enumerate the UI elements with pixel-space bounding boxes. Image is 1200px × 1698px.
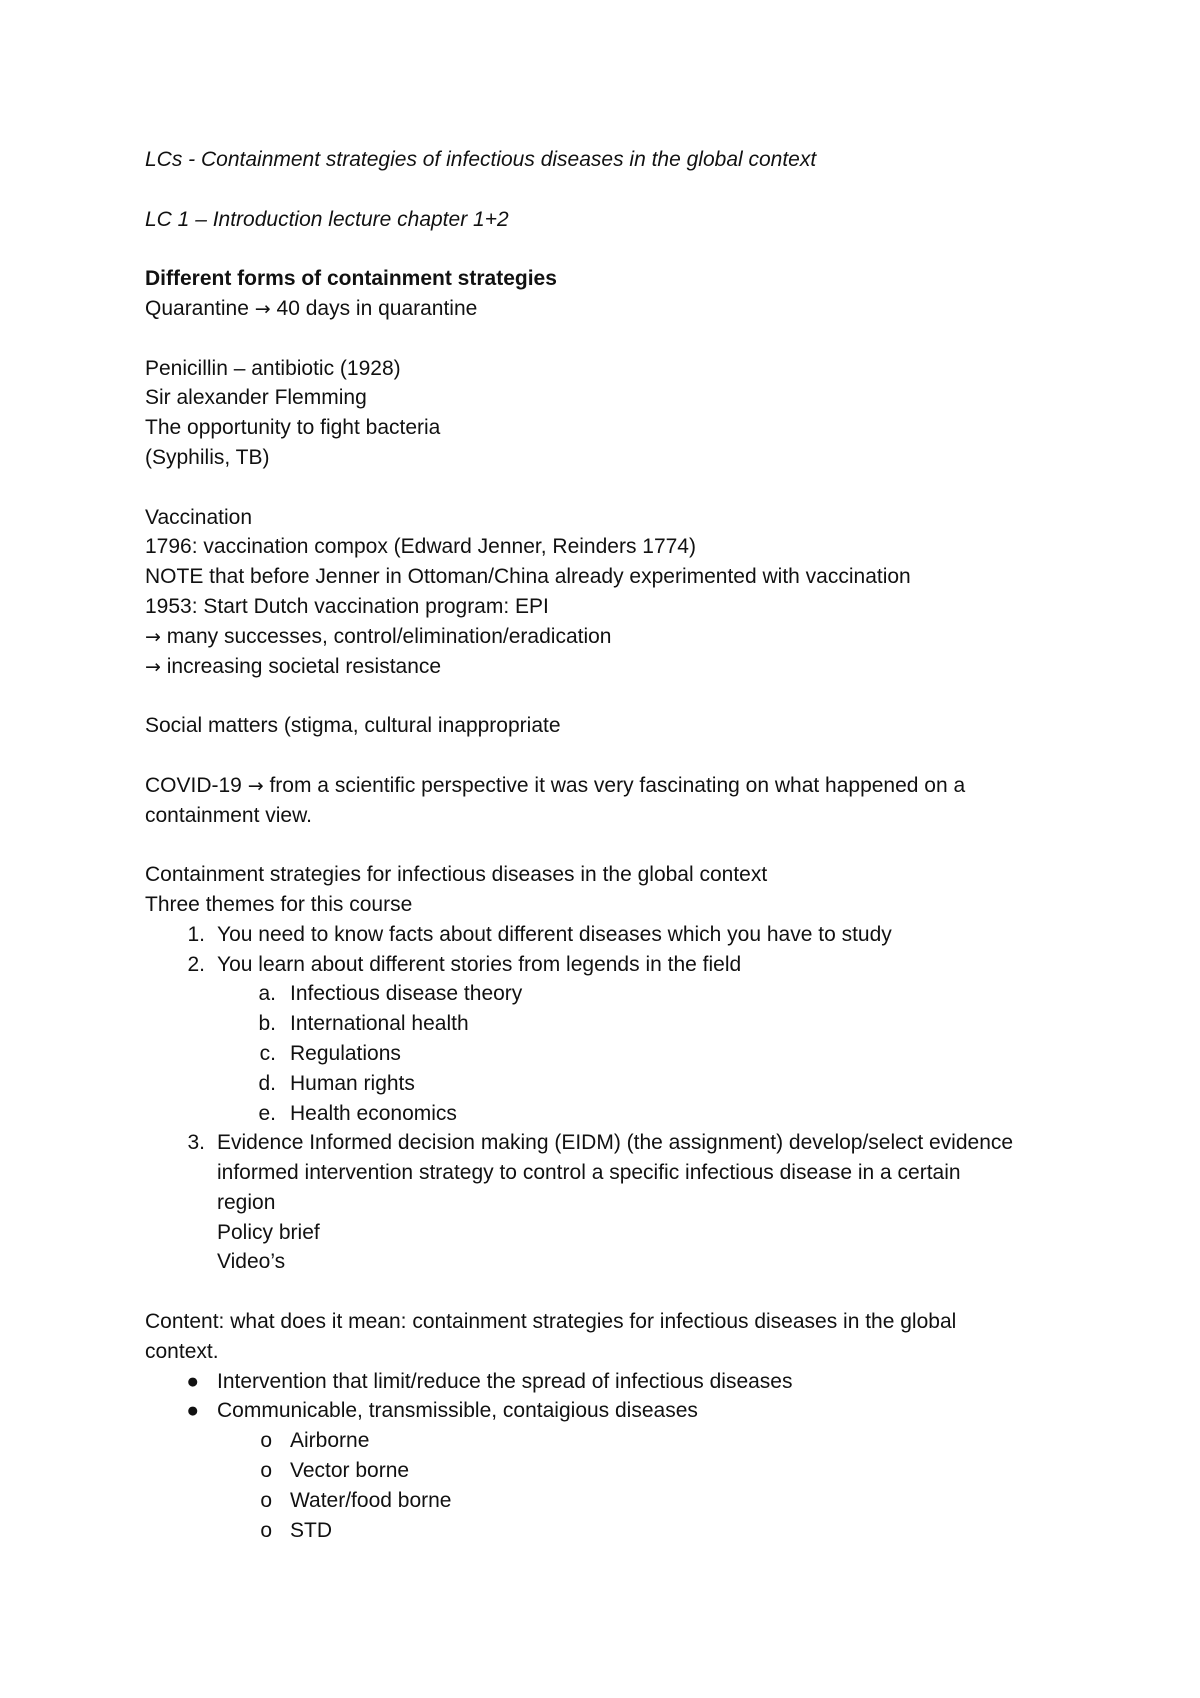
penicillin-line: Sir alexander Flemming: [145, 386, 367, 410]
vaccination-line: 1953: Start Dutch vaccination program: EPI: [145, 594, 549, 618]
sub-bullet-marker: o: [260, 1459, 272, 1483]
vaccination-heading: Vaccination: [145, 505, 253, 529]
lecture-title: LC 1 – Introduction lecture chapter 1+2: [145, 207, 509, 231]
content-line: context.: [145, 1339, 219, 1363]
section-heading: Different forms of containment strategies: [145, 267, 557, 291]
vaccination-line: → many successes, control/elimination/eradication: [145, 624, 612, 648]
lettered-item: a. Infectious disease theory: [258, 982, 523, 1006]
sub-bullet-marker: o: [260, 1488, 272, 1512]
numbered-item-continuation: Video’s: [217, 1250, 286, 1274]
numbered-item: 1. You need to know facts about different diseases which you have to study: [187, 922, 892, 946]
vaccination-line: 1796: vaccination compox (Edward Jenner, Reinders 1774): [145, 535, 696, 559]
sub-bullet-item: o Water/food borne: [145, 1486, 1085, 1516]
bullet-item: ● Intervention that limit/reduce the spread of infectious diseases: [145, 1367, 1085, 1397]
numbered-item-continuation: informed intervention strategy to control a specific infectious disease in a certain: [217, 1161, 961, 1185]
lettered-item: c. Regulations: [259, 1041, 401, 1065]
penicillin-line: (Syphilis, TB): [145, 445, 270, 469]
numbered-item-continuation: Policy brief: [217, 1220, 320, 1244]
right-arrow-icon: →: [254, 297, 271, 320]
lettered-item: b. International health: [258, 1012, 469, 1036]
vaccination-line: NOTE that before Jenner in Ottoman/China already experimented with vaccination: [145, 565, 911, 589]
numbered-item-continuation: region: [217, 1190, 276, 1214]
vaccination-line: → increasing societal resistance: [145, 654, 442, 678]
sub-bullet-item: o STD: [145, 1516, 1085, 1546]
penicillin-line: The opportunity to fight bacteria: [145, 416, 441, 440]
bullet-icon: ●: [186, 1399, 199, 1423]
document-page: [145, 145, 1085, 1545]
content-line: Content: what does it mean: containment strategies for infectious diseases in the global: [145, 1310, 957, 1334]
quarantine-line: Quarantine → 40 days in quarantine: [145, 296, 478, 320]
penicillin-line: Penicillin – antibiotic (1928): [145, 356, 401, 380]
course-line: Three themes for this course: [145, 892, 413, 916]
covid-line: COVID-19 → from a scientific perspective it was very fascinating on what happened on a: [145, 773, 966, 797]
numbered-item: 2. You learn about different stories from legends in the field: [187, 952, 742, 976]
right-arrow-icon: →: [145, 655, 161, 678]
social-line: Social matters (stigma, cultural inappropriate: [145, 714, 561, 738]
sub-bullet-item: o Vector borne: [145, 1456, 1085, 1486]
bullet-icon: ●: [186, 1369, 199, 1393]
sub-bullet-item: o Airborne: [145, 1426, 1085, 1456]
covid-line: containment view.: [145, 803, 312, 827]
numbered-item: 3. Evidence Informed decision making (EIDM) (the assignment) develop/select evidence: [187, 1131, 1014, 1155]
document-title: LCs - Containment strategies of infectious diseases in the global context: [145, 148, 817, 171]
lettered-item: d. Human rights: [258, 1071, 415, 1095]
bullet-item: ● Communicable, transmissible, contaigious diseases: [145, 1396, 1085, 1426]
sub-bullet-marker: o: [260, 1429, 272, 1453]
sub-bullet-marker: o: [260, 1518, 272, 1542]
right-arrow-icon: →: [145, 625, 161, 648]
lettered-item: e. Health economics: [258, 1101, 457, 1125]
right-arrow-icon: →: [247, 774, 264, 797]
course-line: Containment strategies for infectious diseases in the global context: [145, 863, 768, 887]
